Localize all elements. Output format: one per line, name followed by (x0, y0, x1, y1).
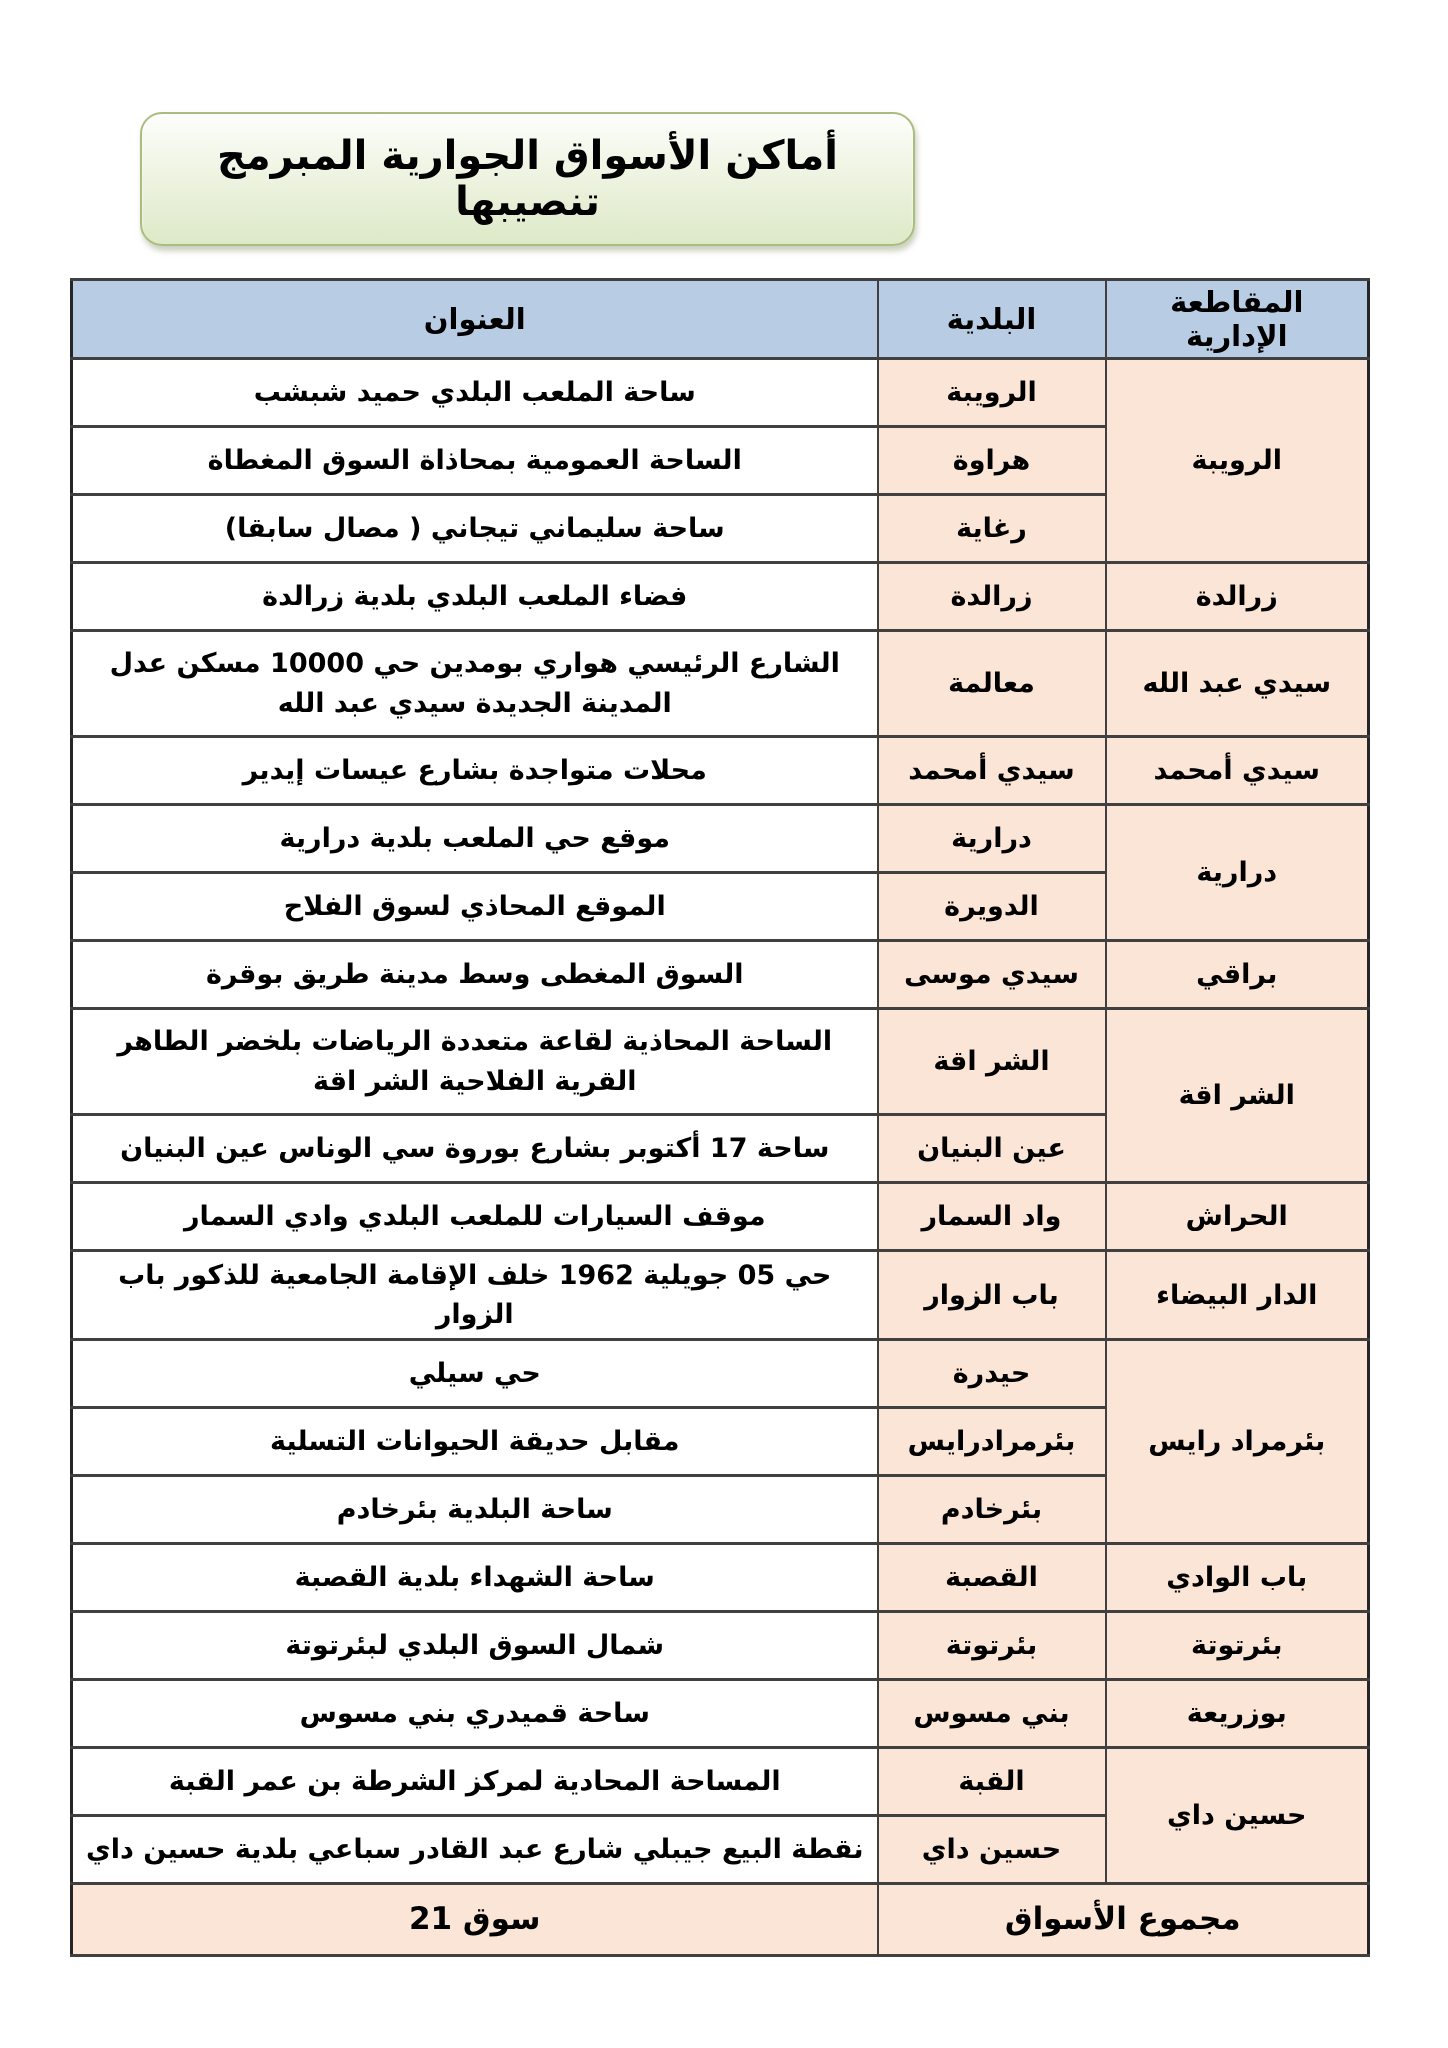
table-row (72, 631, 1369, 737)
district-cell: براقي (1106, 941, 1369, 1009)
table-row (72, 1748, 1369, 1816)
district-cell: حسين داي (1106, 1748, 1369, 1884)
address-cell: ساحة قميدري بني مسوس (72, 1680, 878, 1748)
address-cell: السوق المغطى وسط مدينة طريق بوقرة (72, 941, 878, 1009)
municipality-cell: هراوة (878, 427, 1106, 495)
header-address: العنوان (72, 280, 878, 359)
address-cell: موقف السيارات للملعب البلدي وادي السمار (72, 1183, 878, 1251)
address-cell: موقع حي الملعب بلدية درارية (72, 805, 878, 873)
municipality-cell: بئرمرادرايس (878, 1408, 1106, 1476)
address-cell: الشارع الرئيسي هواري بومدين حي 10000 مسكن عدل المدينة الجديدة سيدي عبد الله (72, 631, 878, 737)
title-banner (140, 112, 915, 246)
district-cell: الشر اقة (1106, 1009, 1369, 1183)
page-title: أماكن الأسواق الجوارية المبرمج تنصيبها (217, 133, 838, 225)
header-row (72, 280, 1369, 359)
municipality-cell: سيدي أمحمد (878, 737, 1106, 805)
address-cell: نقطة البيع جيبلي شارع عبد القادر سباعي بلدية حسين داي (72, 1816, 878, 1884)
footer-label: مجموع الأسواق (878, 1884, 1369, 1956)
district-cell: بئرمراد رايس (1106, 1340, 1369, 1544)
address-cell: ساحة 17 أكتوبر بشارع بوروة سي الوناس عين البنيان (72, 1115, 878, 1183)
municipality-cell: بئرتوتة (878, 1612, 1106, 1680)
address-cell: الموقع المحاذي لسوق الفلاح (72, 873, 878, 941)
table-row (72, 1183, 1369, 1251)
district-cell: بوزريعة (1106, 1680, 1369, 1748)
municipality-cell: سيدي موسى (878, 941, 1106, 1009)
address-cell: ساحة الملعب البلدي حميد شبشب (72, 359, 878, 427)
municipality-cell: بئرخادم (878, 1476, 1106, 1544)
table-row (72, 805, 1369, 873)
address-cell: محلات متواجدة بشارع عيسات إيدير (72, 737, 878, 805)
footer-total: 21 سوق (72, 1884, 878, 1956)
markets-table (70, 278, 1370, 1957)
table-row (72, 737, 1369, 805)
table-body (72, 359, 1369, 1956)
address-cell: ساحة سليماني تيجاني ( مصال سابقا) (72, 495, 878, 563)
table-row (72, 1680, 1369, 1748)
district-cell: الحراش (1106, 1183, 1369, 1251)
footer-row (72, 1884, 1369, 1956)
district-cell: زرالدة (1106, 563, 1369, 631)
district-cell: بئرتوتة (1106, 1612, 1369, 1680)
address-cell: الساحة العمومية بمحاذاة السوق المغطاة (72, 427, 878, 495)
municipality-cell: بني مسوس (878, 1680, 1106, 1748)
header-municipality: البلدية (878, 280, 1106, 359)
district-cell: باب الوادي (1106, 1544, 1369, 1612)
municipality-cell: الدويرة (878, 873, 1106, 941)
district-cell: سيدي أمحمد (1106, 737, 1369, 805)
table-row (72, 1251, 1369, 1340)
municipality-cell: معالمة (878, 631, 1106, 737)
address-cell: حي سيلي (72, 1340, 878, 1408)
municipality-cell: القبة (878, 1748, 1106, 1816)
table-row (72, 359, 1369, 427)
table-row (72, 1340, 1369, 1408)
table-row (72, 1612, 1369, 1680)
district-cell: درارية (1106, 805, 1369, 941)
municipality-cell: درارية (878, 805, 1106, 873)
header-district: المقاطعة الإدارية (1106, 280, 1369, 359)
municipality-cell: حيدرة (878, 1340, 1106, 1408)
district-cell: الرويبة (1106, 359, 1369, 563)
address-cell: حي 05 جويلية 1962 خلف الإقامة الجامعية للذكور باب الزوار (72, 1251, 878, 1340)
address-cell: شمال السوق البلدي لبئرتوتة (72, 1612, 878, 1680)
address-cell: فضاء الملعب البلدي بلدية زرالدة (72, 563, 878, 631)
municipality-cell: زرالدة (878, 563, 1106, 631)
address-cell: الساحة المحاذية لقاعة متعددة الرياضات بلخضر الطاهر القرية الفلاحية الشر اقة (72, 1009, 878, 1115)
table-row (72, 563, 1369, 631)
municipality-cell: رغاية (878, 495, 1106, 563)
address-cell: ساحة الشهداء بلدية القصبة (72, 1544, 878, 1612)
municipality-cell: الشر اقة (878, 1009, 1106, 1115)
address-cell: مقابل حديقة الحيوانات التسلية (72, 1408, 878, 1476)
table-header (72, 280, 1369, 359)
municipality-cell: باب الزوار (878, 1251, 1106, 1340)
table-row (72, 941, 1369, 1009)
table-row (72, 1544, 1369, 1612)
municipality-cell: عين البنيان (878, 1115, 1106, 1183)
district-cell: الدار البيضاء (1106, 1251, 1369, 1340)
address-cell: ساحة البلدية بئرخادم (72, 1476, 878, 1544)
address-cell: المساحة المحادية لمركز الشرطة بن عمر القبة (72, 1748, 878, 1816)
table-row (72, 1009, 1369, 1115)
municipality-cell: حسين داي (878, 1816, 1106, 1884)
municipality-cell: الرويبة (878, 359, 1106, 427)
municipality-cell: واد السمار (878, 1183, 1106, 1251)
district-cell: سيدي عبد الله (1106, 631, 1369, 737)
municipality-cell: القصبة (878, 1544, 1106, 1612)
